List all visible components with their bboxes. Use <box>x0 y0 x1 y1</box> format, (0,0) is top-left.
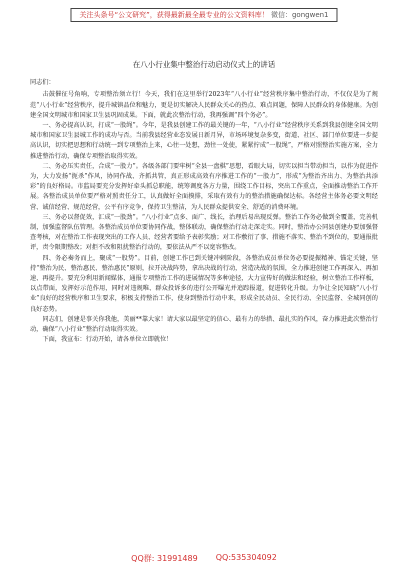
paragraph-3: 二、务必压实责任，合成“一股力”。各级各部门要牢树“全县一盘棋”思想，看眼大局，切实以担当带动担当，以作为促进作为，大力发扬“扼杀”作风，协同作战、齐抓共管，真正形成高效有序推进工作的“一股力”，形成“为整治齐出力、为整治共添彩”的良好格局。市监局要充分发挥好牵头抓总职能，统筹调度各方力量，围绕工作目标，突出工作重点，全面推动整治工作开展。各整治成员单位要严格对照责任分工，认真做好全面摸排，采取有效有力的整治措施确保达标。各经营主体务必要文明经营、诚信经营、规范经营，公平有序竞争，保持卫生整洁，为人民群众提供安全、舒适的消费环境。 <box>30 162 378 211</box>
paragraph-5: 四、务必奏务而上，聚成“一股势”。目前，创建工作已到关键冲刺阶段，各整治成员单位务必要提振精神、锚定关键，坚持“整治为民、整治惠民、整治惠民”原则，拉开决战阵势，拿出决战的行动，营造决战的氛围，全力推进创建工作再深入、再加速、再提升。要充分利用新闻媒体，通报专项整治工作的进展情况等多种途径，大力宣传好的做法和经验，树立整治工作样板，以点带面，发挥好示范作用，同时对违规唯、群众投诉多的违行公开曝光并追踪报道，促进转化升级。力争让全民知晓“八小行业”良好的经营秩序和卫生要求，积极支持整治工作，使身到整治行动中来，形成全民动员、全民行动、全民监督、全城同创的良好态势。 <box>30 254 378 313</box>
promo-banner <box>70 8 337 22</box>
document-title: 在八小行业集中整治行动启动仪式上的讲话 <box>132 60 276 69</box>
banner-wechat-text: 微信：gongwen1 <box>270 11 329 19</box>
contact-footer <box>0 553 408 564</box>
footer-qq: QQ:535304092 <box>215 553 277 562</box>
paragraph-6: 同志们，创建是事关你我他，美丽**靠大家！请大家以最坚定的信心、最有力的举措、最扎实的作风，奋力推进此次整治行动，确保“八小行业”整治行动取得实效。 <box>30 315 378 334</box>
paragraph-1: 击鼓催征号角响，专项整治须立行！今天，我们在这里举行2023年“八小行业”经营秩序集中整治行动，不仅仅是为了规范“八小行业”经营秩序，提升城镇品位和魅力，更是切实解决人民群众关心的热点、难点问题，保障人民群众的身体健康。为创建全国文明城市和国家卫生县巩固成果。下面，就此次整治行动，我再强调“四个务必”。 <box>30 91 378 119</box>
paragraph-7: 下面，我宣布：行动开始，请各单位立即就位！ <box>42 336 173 344</box>
banner-promo-text: 关注头条号“公文研究”，获得最新最全最专业的公文资料库！ <box>79 11 269 19</box>
paragraph-4: 三、务必以督促效，汇成“一股劲”。“八小行业”点多、面广、线长，治理后易出现反弹。整治工作务必做到全覆盖，完善机制，加强监督队伍管理。各整治成员单位要协同作战，整体联动，确保整治行动走深走实。同时，整治办公同县创建办要加强督查考核，对在整治工作表现突出的工作人员、经营者要给予表彰奖励；对工作敷衍了事、措施不落实、整治不到位的，要通报批评，责令限期整改；对拒不改和阻扰整治行动的，要依法从严不以宽容整改。 <box>30 213 378 252</box>
greeting: 同志们： <box>30 79 55 87</box>
paragraph-2: 一、务必提高认识，打成“一股绳”。今年，是我县创建工作的最关键的一年，“八小行业”经营秩序关系到我县创建全国文明城市和国家卫生县城工作的成功与否。当前我县经营业态发展日新月异，市场环境复杂多变，街道、社区、部门单位要进一步提高认识，切实把思想和行动统一到专项整治上来，心往一处想，劲往一处使，紧紧拧成“一股绳”，严格对照整治实施方案，全力推进整治行动，确保专项整治取得实效。 <box>30 122 378 160</box>
footer-qq-group: QQ群: 31991489 <box>131 554 198 563</box>
speech-document <box>30 60 378 345</box>
